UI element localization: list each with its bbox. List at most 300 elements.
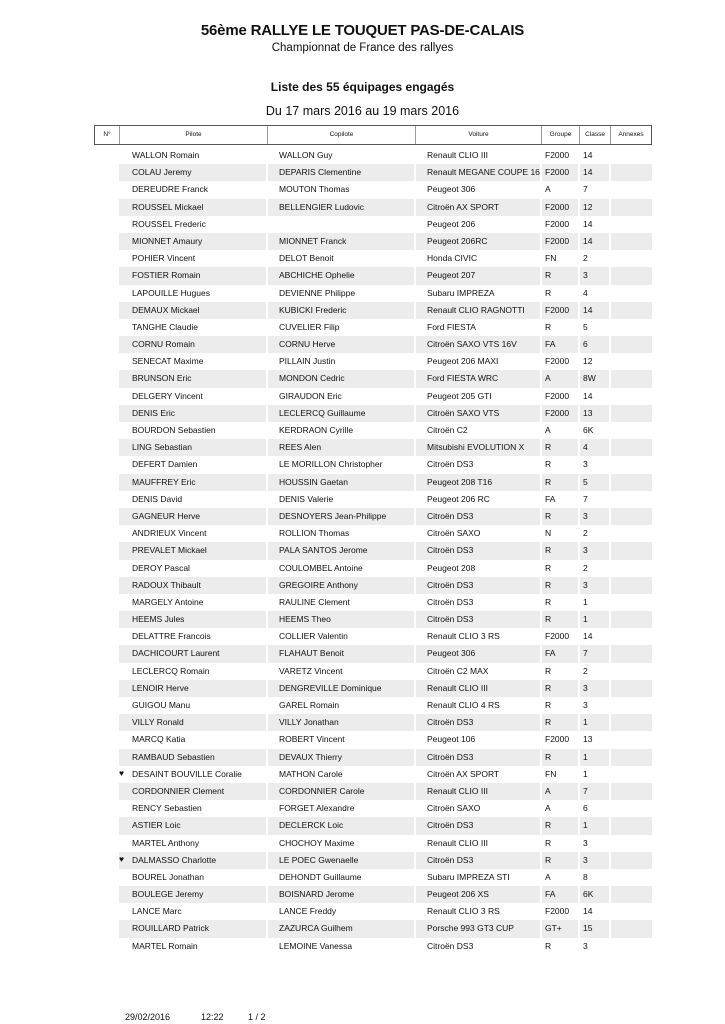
heart-icon: ♥ (119, 853, 125, 864)
cell-groupe: R (545, 579, 552, 590)
cell-voiture: Mitsubishi EVOLUTION X (427, 442, 525, 453)
table-row (94, 508, 652, 525)
cell-classe: 1 (583, 614, 588, 625)
cell-groupe: R (545, 287, 552, 298)
cell-voiture: Subaru IMPREZA (427, 287, 495, 298)
cell-copilote: LE MORILLON Christopher (279, 459, 383, 470)
cell-pilote: HEEMS Jules (132, 614, 185, 625)
cell-copilote: COULOMBEL Antoine (279, 562, 363, 573)
cell-groupe: F2000 (545, 390, 570, 401)
cell-pilote: TANGHE Claudie (132, 321, 198, 332)
cell-classe: 6K (583, 889, 594, 900)
cell-annexes (612, 233, 650, 250)
table-row (94, 714, 652, 731)
cell-num (96, 783, 116, 800)
table-row (94, 456, 652, 473)
cell-annexes (612, 835, 650, 852)
cell-pilote: RENCY Sebastien (132, 803, 202, 814)
cell-voiture: Peugeot 206 XS (427, 889, 489, 900)
column-gap (609, 474, 611, 491)
cell-classe: 14 (583, 906, 593, 917)
cell-groupe: FA (545, 889, 556, 900)
cell-classe: 2 (583, 253, 588, 264)
cell-pilote: MIONNET Amaury (132, 235, 203, 246)
cell-pilote: SENECAT Maxime (132, 356, 204, 367)
cell-annexes (612, 817, 650, 834)
cell-annexes (612, 181, 650, 198)
cell-num (96, 267, 116, 284)
cell-annexes (612, 285, 650, 302)
cell-classe: 2 (583, 562, 588, 573)
cell-annexes (612, 302, 650, 319)
cell-classe: 3 (583, 682, 588, 693)
cell-classe: 3 (583, 854, 588, 865)
cell-num (96, 525, 116, 542)
cell-groupe: R (545, 700, 552, 710)
cell-pilote: LENOIR Herve (132, 682, 189, 693)
cell-copilote: DESNOYERS Jean-Philippe (279, 510, 387, 521)
cell-pilote: LECLERCQ Romain (132, 665, 210, 676)
cell-voiture: Citroën C2 MAX (427, 665, 489, 676)
cell-voiture: Renault CLIO 3 RS (427, 906, 500, 917)
cell-copilote: MONDON Cedric (279, 373, 345, 384)
cell-voiture: Renault CLIO III (427, 150, 488, 160)
cell-pilote: MAUFFREY Eric (132, 476, 196, 487)
cell-copilote: PALA SANTOS Jerome (279, 545, 368, 556)
table-row (94, 267, 652, 284)
cell-annexes (612, 577, 650, 594)
cell-groupe: R (545, 459, 552, 470)
cell-groupe: R (545, 596, 552, 607)
cell-pilote: GAGNEUR Herve (132, 510, 201, 521)
table-row (94, 216, 652, 233)
cell-classe: 12 (583, 201, 593, 212)
cell-classe: 14 (583, 218, 593, 229)
cell-num (96, 233, 116, 250)
cell-pilote: LAPOUILLE Hugues (132, 287, 210, 298)
cell-copilote: DEVAUX Thierry (279, 751, 342, 762)
table-row (94, 611, 652, 628)
cell-groupe: F2000 (545, 906, 570, 917)
cell-annexes (612, 336, 650, 353)
table-row (94, 164, 652, 181)
cell-voiture: Citroën DS3 (427, 751, 474, 762)
cell-pilote: BOURDON Sebastien (132, 425, 216, 435)
cell-groupe: R (545, 321, 552, 332)
table-row (94, 336, 652, 353)
cell-groupe: F2000 (545, 235, 570, 246)
column-gap (609, 542, 611, 559)
cell-copilote: ROLLION Thomas (279, 528, 350, 539)
cell-annexes (612, 749, 650, 766)
cell-copilote: HOUSSIN Gaetan (279, 476, 348, 487)
cell-classe: 7 (583, 184, 588, 195)
cell-annexes (612, 714, 650, 731)
cell-classe: 2 (583, 528, 588, 539)
column-gap (609, 302, 611, 319)
cell-annexes (612, 645, 650, 662)
cell-num (96, 852, 116, 869)
cell-num (96, 405, 116, 422)
cell-classe: 3 (583, 270, 588, 281)
column-gap (609, 405, 611, 422)
cell-voiture: Peugeot 306 (427, 184, 476, 195)
table-row (94, 542, 652, 559)
cell-classe: 15 (583, 923, 593, 934)
table-row (94, 147, 652, 164)
header-num: N° (95, 126, 120, 144)
cell-pilote: RADOUX Thibault (132, 579, 201, 590)
cell-copilote: VARETZ Vincent (279, 665, 343, 676)
cell-voiture: Renault MEGANE COUPE 16 (427, 167, 540, 178)
cell-annexes (612, 594, 650, 611)
cell-voiture: Porsche 993 GT3 CUP (427, 923, 514, 934)
cell-copilote (279, 216, 419, 233)
cell-voiture: Citroën DS3 (427, 717, 474, 728)
cell-pilote: CORNU Romain (132, 339, 195, 350)
cell-pilote: ASTIER Loic (132, 820, 181, 831)
cell-annexes (612, 542, 650, 559)
cell-groupe: A (545, 184, 551, 195)
cell-annexes (612, 697, 650, 714)
cell-num (96, 749, 116, 766)
table-row (94, 731, 652, 748)
cell-groupe: F2000 (545, 304, 570, 315)
table-row (94, 663, 652, 680)
cell-annexes (612, 164, 650, 181)
cell-classe: 1 (583, 768, 588, 779)
cell-voiture: Subaru IMPREZA STI (427, 871, 510, 882)
table-row (94, 680, 652, 697)
event-dates: Du 17 mars 2016 au 19 mars 2016 (265, 104, 460, 118)
cell-num (96, 594, 116, 611)
cell-num (96, 663, 116, 680)
cell-copilote: CORNU Herve (279, 339, 336, 350)
column-gap (609, 886, 611, 903)
cell-voiture: Peugeot 306 (427, 648, 476, 659)
cell-annexes (612, 370, 650, 387)
cell-classe: 14 (583, 150, 593, 160)
cell-groupe: A (545, 871, 551, 882)
cell-num (96, 560, 116, 577)
cell-groupe: FN (545, 253, 557, 264)
cell-annexes (612, 250, 650, 267)
cell-pilote: BRUNSON Eric (132, 373, 192, 384)
cell-pilote: PREVALET Mickael (132, 545, 207, 556)
cell-classe: 3 (583, 940, 588, 951)
table-row (94, 370, 652, 387)
page-title: 56ème RALLYE LE TOUQUET PAS-DE-CALAIS (200, 22, 525, 39)
cell-voiture: Ford FIESTA WRC (427, 373, 499, 384)
entries-table-body (94, 147, 652, 955)
cell-pilote: LANCE Marc (132, 906, 182, 917)
table-row (94, 852, 652, 869)
cell-num (96, 680, 116, 697)
cell-annexes (612, 852, 650, 869)
cell-voiture: Renault CLIO III (427, 682, 488, 693)
cell-num (96, 766, 116, 783)
cell-copilote: PILLAIN Justin (279, 356, 336, 367)
cell-num (96, 577, 116, 594)
table-row (94, 800, 652, 817)
cell-groupe: R (545, 682, 552, 693)
cell-num (96, 250, 116, 267)
cell-annexes (612, 560, 650, 577)
column-gap (609, 680, 611, 697)
cell-num (96, 353, 116, 370)
cell-groupe: GT+ (545, 923, 562, 934)
cell-num (96, 886, 116, 903)
cell-copilote: GREGOIRE Anthony (279, 579, 358, 590)
cell-pilote: DALMASSO Charlotte (132, 854, 217, 865)
table-row (94, 250, 652, 267)
cell-annexes (612, 422, 650, 439)
cell-pilote: BOULEGE Jeremy (132, 889, 204, 900)
cell-pilote: FOSTIER Romain (132, 270, 201, 281)
cell-copilote: MOUTON Thomas (279, 184, 350, 195)
cell-groupe: R (545, 270, 552, 281)
table-header (94, 125, 652, 145)
table-row (94, 285, 652, 302)
cell-groupe: R (545, 820, 552, 831)
cell-pilote: CORDONNIER Clement (132, 785, 225, 796)
cell-voiture: Peugeot 206 (427, 218, 476, 229)
column-gap (609, 267, 611, 284)
table-row (94, 560, 652, 577)
cell-copilote: DENIS Valerie (279, 493, 334, 504)
table-row (94, 645, 652, 662)
cell-groupe: F2000 (545, 218, 570, 229)
cell-voiture: Citroën AX SPORT (427, 201, 500, 212)
cell-voiture: Honda CIVIC (427, 253, 478, 264)
cell-annexes (612, 319, 650, 336)
cell-classe: 8W (583, 373, 596, 384)
column-gap (609, 714, 611, 731)
cell-copilote: LANCE Freddy (279, 906, 337, 917)
cell-copilote: GIRAUDON Eric (279, 390, 342, 401)
cell-groupe: R (545, 751, 552, 762)
table-row (94, 577, 652, 594)
cell-classe: 4 (583, 442, 588, 453)
cell-num (96, 645, 116, 662)
cell-classe: 3 (583, 510, 588, 521)
cell-copilote: ABCHICHE Ophelie (279, 270, 355, 281)
cell-annexes (612, 869, 650, 886)
cell-pilote: DENIS David (132, 493, 183, 504)
cell-annexes (612, 439, 650, 456)
cell-annexes (612, 886, 650, 903)
cell-num (96, 147, 116, 164)
cell-voiture: Peugeot 207 (427, 270, 476, 281)
cell-annexes (612, 491, 650, 508)
table-row (94, 474, 652, 491)
cell-copilote: DEVIENNE Philippe (279, 287, 356, 298)
cell-annexes (612, 903, 650, 920)
column-gap (609, 611, 611, 628)
header-annexes: Annexes (618, 131, 644, 138)
cell-copilote: LEMOINE Vanessa (279, 940, 353, 951)
cell-classe: 7 (583, 648, 588, 659)
table-row (94, 422, 652, 439)
cell-voiture: Renault CLIO 3 RS (427, 631, 500, 642)
cell-num (96, 388, 116, 405)
cell-classe: 3 (583, 700, 588, 710)
cell-pilote: BOUREL Jonathan (132, 871, 204, 882)
cell-num (96, 542, 116, 559)
cell-num (96, 628, 116, 645)
cell-groupe: N (545, 528, 552, 539)
cell-annexes (612, 938, 650, 955)
cell-copilote: REES Alen (279, 442, 322, 453)
cell-copilote: RAULINE Clement (279, 596, 350, 607)
cell-num (96, 938, 116, 955)
table-row (94, 869, 652, 886)
cell-pilote: MARGELY Antoine (132, 596, 204, 607)
cell-groupe: A (545, 373, 551, 384)
cell-classe: 5 (583, 321, 588, 332)
cell-pilote: DEFERT Damien (132, 459, 198, 470)
championship-subtitle: Championnat de France des rallyes (271, 42, 454, 54)
cell-groupe: R (545, 665, 552, 676)
cell-num (96, 731, 116, 748)
cell-voiture: Citroën C2 (427, 425, 468, 435)
cell-annexes (612, 474, 650, 491)
table-row (94, 628, 652, 645)
column-gap (609, 439, 611, 456)
cell-groupe: R (545, 510, 552, 521)
cell-voiture: Peugeot 208 T16 (427, 476, 493, 487)
cell-pilote: POHIER Vincent (132, 253, 196, 264)
cell-copilote: ZAZURCA Guilhem (279, 923, 353, 934)
cell-groupe: R (545, 476, 552, 487)
cell-annexes (612, 405, 650, 422)
cell-classe: 13 (583, 407, 593, 418)
cell-groupe: FA (545, 648, 556, 659)
cell-classe: 14 (583, 235, 593, 246)
cell-annexes (612, 525, 650, 542)
column-gap (609, 783, 611, 800)
cell-voiture: Citroën SAXO VTS 16V (427, 339, 517, 350)
column-gap (609, 852, 611, 869)
cell-groupe: F2000 (545, 631, 570, 642)
footer-page: 1 / 2 (248, 1012, 266, 1022)
cell-voiture: Citroën DS3 (427, 510, 474, 521)
cell-voiture: Citroën SAXO (427, 528, 481, 539)
heart-icon: ♥ (119, 767, 125, 778)
cell-groupe: FA (545, 493, 556, 504)
cell-groupe: A (545, 425, 551, 435)
list-title: Liste des 55 équipages engagés (270, 80, 455, 94)
table-row (94, 594, 652, 611)
cell-voiture: Citroën AX SPORT (427, 768, 500, 779)
cell-copilote: FLAHAUT Benoit (279, 648, 345, 659)
cell-copilote: KERDRAON Cyrille (279, 425, 354, 435)
cell-classe: 8 (583, 871, 588, 882)
cell-annexes (612, 353, 650, 370)
cell-pilote: ROUSSEL Frederic (132, 218, 206, 229)
cell-copilote: CHOCHOY Maxime (279, 837, 355, 848)
cell-voiture: Citroën DS3 (427, 940, 474, 951)
cell-num (96, 491, 116, 508)
cell-classe: 5 (583, 476, 588, 487)
cell-num (96, 474, 116, 491)
cell-copilote: BOISNARD Jerome (279, 889, 355, 900)
cell-pilote: DESAINT BOUVILLE Coralie (132, 768, 242, 779)
cell-copilote: DEPARIS Clementine (279, 167, 362, 178)
cell-num (96, 714, 116, 731)
cell-copilote: CORDONNIER Carole (279, 785, 365, 796)
header-pilote: Pilote (120, 126, 268, 144)
cell-copilote: CUVELIER Filip (279, 321, 340, 332)
cell-voiture: Citroën DS3 (427, 820, 474, 831)
cell-classe: 1 (583, 751, 588, 762)
cell-groupe: F2000 (545, 407, 570, 418)
cell-annexes (612, 783, 650, 800)
cell-groupe: R (545, 562, 552, 573)
footer-date: 29/02/2016 (125, 1012, 171, 1022)
cell-pilote: MARTEL Anthony (132, 837, 200, 848)
cell-copilote: VILLY Jonathan (279, 717, 339, 728)
cell-classe: 6 (583, 339, 588, 350)
cell-classe: 2 (583, 665, 588, 676)
cell-num (96, 285, 116, 302)
cell-num (96, 370, 116, 387)
cell-copilote: ROBERT Vincent (279, 734, 345, 745)
cell-voiture: Ford FIESTA (427, 321, 476, 332)
cell-pilote: DENIS Eric (132, 407, 175, 418)
cell-num (96, 439, 116, 456)
cell-groupe: F2000 (545, 167, 570, 178)
cell-groupe: R (545, 545, 552, 556)
table-row (94, 181, 652, 198)
cell-voiture: Citroën DS3 (427, 459, 474, 470)
cell-groupe: R (545, 442, 552, 453)
cell-groupe: F2000 (545, 150, 570, 160)
header-voiture: Voiture (416, 126, 542, 144)
header-copilote: Copilote (268, 126, 416, 144)
cell-pilote: MARCQ Katia (132, 734, 186, 745)
cell-classe: 6 (583, 803, 588, 814)
cell-voiture: Peugeot 206RC (427, 235, 488, 246)
cell-num (96, 817, 116, 834)
cell-groupe: F2000 (545, 734, 570, 745)
cell-groupe: FN (545, 768, 557, 779)
cell-voiture: Renault CLIO RAGNOTTI (427, 304, 525, 315)
footer-time: 12:22 (201, 1012, 224, 1022)
cell-copilote: HEEMS Theo (279, 614, 331, 625)
cell-voiture: Citroën DS3 (427, 854, 474, 865)
cell-copilote: LE POEC Gwenaelle (279, 854, 359, 865)
cell-classe: 4 (583, 287, 588, 298)
cell-num (96, 869, 116, 886)
cell-groupe: R (545, 837, 552, 848)
cell-pilote: LING Sebastian (132, 442, 193, 453)
cell-num (96, 920, 116, 937)
cell-groupe: R (545, 717, 552, 728)
table-row (94, 439, 652, 456)
cell-annexes (612, 199, 650, 216)
cell-annexes (612, 680, 650, 697)
cell-annexes (612, 663, 650, 680)
cell-classe: 14 (583, 390, 593, 401)
cell-groupe: R (545, 614, 552, 625)
cell-copilote: DELOT Benoit (279, 253, 334, 264)
cell-annexes (612, 216, 650, 233)
cell-groupe: R (545, 854, 552, 865)
cell-pilote: DACHICOURT Laurent (132, 648, 220, 659)
cell-groupe: A (545, 785, 551, 796)
cell-pilote: VILLY Ronald (132, 717, 184, 728)
